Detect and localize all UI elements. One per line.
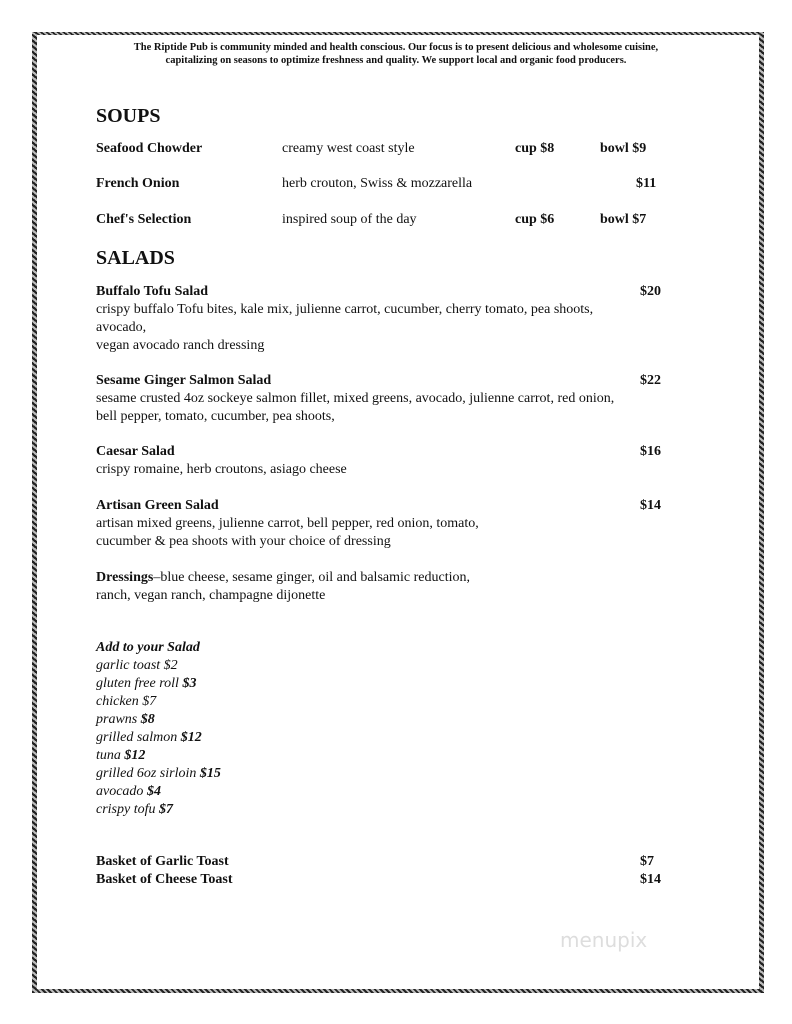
addon-price: $8 (140, 712, 155, 727)
salad-name: Caesar Salad (96, 444, 175, 459)
addon-price: $12 (180, 730, 202, 745)
soup-cup-price: cup $6 (515, 212, 555, 227)
intro-line: The Riptide Pub is community minded and health conscious. Our focus is to present delicious and wholesome cuisine, (133, 42, 659, 53)
soup-name: Seafood Chowder (96, 141, 203, 156)
salad-desc: vegan avocado ranch dressing (96, 338, 265, 353)
soup-bowl-price: bowl $7 (600, 212, 647, 227)
salad-price: $20 (640, 284, 661, 299)
addon-price: $15 (199, 766, 221, 781)
salad-price: $14 (640, 498, 661, 513)
soup-price: $11 (636, 176, 657, 191)
addon-name: tuna (96, 748, 121, 763)
salad-desc: artisan mixed greens, julienne carrot, bell pepper, red onion, tomato, (96, 516, 479, 531)
soup-name: Chef's Selection (96, 212, 192, 227)
addon-item (96, 694, 156, 710)
extra-price: $14 (640, 872, 661, 887)
addon-price: $2 (163, 658, 178, 673)
addon-item (96, 658, 178, 674)
addon-price: $4 (146, 784, 161, 799)
addon-name: crispy tofu (96, 802, 156, 817)
addon-item (96, 712, 155, 728)
salad-desc: sesame crusted 4oz sockeye salmon fillet, mixed greens, avocado, julienne carrot, red onion, (96, 391, 615, 406)
salad-desc: crispy romaine, herb croutons, asiago cheese (96, 462, 347, 477)
salad-desc: cucumber & pea shoots with your choice of dressing (96, 534, 391, 549)
dressings-list: ranch, vegan ranch, champagne dijonette (96, 588, 326, 603)
addon-price: $12 (124, 748, 146, 763)
watermark: menupix (560, 928, 648, 952)
soup-name: French Onion (96, 176, 180, 191)
addon-name: gluten free roll (96, 676, 179, 691)
soups-heading: SOUPS (96, 105, 161, 127)
addon-price: $7 (142, 694, 157, 709)
intro-text (40, 41, 752, 67)
addons-heading-text: Add to your Salad (96, 640, 200, 655)
salad-price: $16 (640, 444, 661, 459)
soup-bowl-price: bowl $9 (600, 141, 647, 156)
soup-desc: herb crouton, Swiss & mozzarella (282, 176, 473, 191)
addon-name: grilled 6oz sirloin (96, 766, 197, 781)
dressings-line (96, 570, 470, 586)
salad-name: Buffalo Tofu Salad (96, 284, 209, 299)
addon-item (96, 766, 221, 782)
salad-name: Sesame Ginger Salmon Salad (96, 373, 272, 388)
salad-desc: bell pepper, tomato, cucumber, pea shoots, (96, 409, 335, 424)
addon-price: $7 (159, 802, 173, 817)
soup-desc: inspired soup of the day (282, 212, 417, 227)
addon-name: chicken (96, 694, 139, 709)
extra-name: Basket of Cheese Toast (96, 872, 233, 887)
addon-name: prawns (96, 712, 138, 727)
addon-item (96, 730, 202, 746)
addon-item (96, 784, 161, 800)
extra-price: $7 (640, 854, 654, 869)
addons-heading (96, 640, 200, 656)
addon-item (96, 748, 145, 764)
salads-heading: SALADS (96, 247, 175, 269)
salad-desc: avocado, (96, 320, 147, 335)
soup-desc: creamy west coast style (282, 141, 415, 156)
addon-name: avocado (96, 784, 144, 799)
addon-price: $3 (182, 676, 197, 691)
salad-name: Artisan Green Salad (96, 498, 219, 513)
addon-name: garlic toast (96, 658, 161, 673)
salad-price: $22 (640, 373, 661, 388)
addon-item (96, 802, 173, 818)
intro-line: capitalizing on seasons to optimize freshness and quality. We support local and organic food producers. (165, 55, 627, 66)
soup-cup-price: cup $8 (515, 141, 555, 156)
addon-item (96, 676, 196, 692)
dressings-list: –blue cheese, sesame ginger, oil and balsamic reduction, (153, 570, 470, 585)
extra-name: Basket of Garlic Toast (96, 854, 229, 869)
salad-desc: crispy buffalo Tofu bites, kale mix, julienne carrot, cucumber, cherry tomato, pea shoots, (96, 302, 594, 317)
addon-name: grilled salmon (96, 730, 178, 745)
dressings-label: Dressings (96, 570, 154, 585)
